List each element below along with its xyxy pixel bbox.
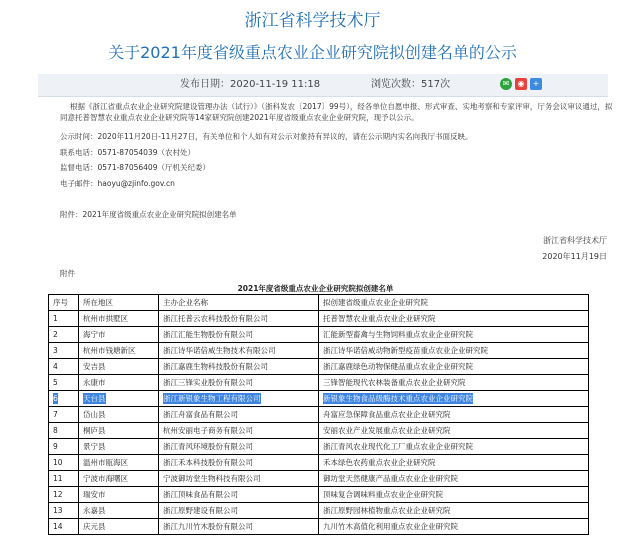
cell-text: 6 (53, 394, 58, 403)
cell-institute (319, 471, 589, 487)
column-header-region: 所在地区 (79, 295, 159, 311)
cell-text: 安丽农业产业发展重点农业企业研究院 (323, 426, 451, 435)
table-row (49, 311, 589, 327)
table-row (49, 503, 589, 519)
cell-region (79, 487, 159, 503)
cell-company (159, 311, 319, 327)
cell-text: 14 (53, 522, 63, 531)
cell-company (159, 487, 319, 503)
signature-org: 浙江省科学技术厅 (543, 236, 607, 245)
cell-text: 2 (53, 330, 58, 339)
cell-text: 13 (53, 506, 63, 515)
cell-text: 顶味复合调味料重点农业企业研究院 (323, 490, 443, 499)
cell-no (49, 503, 79, 519)
cell-text: 新银象生物食品级酶技术重点农业企业研究院 (323, 394, 473, 403)
cell-text: 舟富应急保障食品重点农业企业研究院 (323, 410, 451, 419)
cell-company (159, 471, 319, 487)
cell-institute (319, 391, 589, 407)
cell-institute (319, 439, 589, 455)
cell-text: 岱山县 (83, 410, 106, 419)
cell-no (49, 455, 79, 471)
contact-phone: 联系电话：0571-87054039（农村处） (60, 148, 195, 157)
cell-text: 9 (53, 442, 58, 451)
cell-text: 永嘉县 (83, 506, 106, 515)
cell-text: 托普智慧农业重点农业企业研究院 (323, 314, 436, 323)
enterprise-table (48, 294, 589, 535)
cell-institute (319, 519, 589, 535)
table-row (49, 519, 589, 535)
table-row (49, 471, 589, 487)
column-header-company: 主办企业名称 (159, 295, 319, 311)
table-row (49, 343, 589, 359)
table-row (49, 327, 589, 343)
cell-text: 杭州市钱塘新区 (83, 346, 136, 355)
cell-region (79, 343, 159, 359)
cell-text: 温州市瓯海区 (83, 458, 128, 467)
cell-institute (319, 487, 589, 503)
cell-text: 永康市 (83, 378, 106, 387)
cell-region (79, 327, 159, 343)
cell-institute (319, 423, 589, 439)
cell-institute (319, 359, 589, 375)
cell-text: 桐庐县 (83, 426, 106, 435)
table-header-row (49, 295, 589, 311)
cell-text: 浙江嘉鹿生物科技股份有限公司 (163, 362, 268, 371)
cell-company (159, 519, 319, 535)
cell-text: 宁波御坊堂生物科技有限公司 (163, 474, 261, 483)
wechat-icon[interactable]: ✉ (500, 78, 512, 90)
table-row (49, 455, 589, 471)
cell-text: 3 (53, 346, 58, 355)
cell-region (79, 391, 159, 407)
cell-text: 10 (53, 458, 63, 467)
cell-text: 浙江禾本科技股份有限公司 (163, 458, 253, 467)
cell-text: 浙江原野建设有限公司 (163, 506, 238, 515)
cell-region (79, 455, 159, 471)
view-count: 浏览次数：517次 (371, 79, 451, 90)
cell-region (79, 375, 159, 391)
table-title: 2021年度省级重点农业企业研究院拟创建名单 (237, 284, 394, 293)
cell-institute (319, 343, 589, 359)
cell-text: 浙江汇能生物股份有限公司 (163, 330, 253, 339)
cell-text: 浙江托普云农科技股份有限公司 (163, 314, 268, 323)
cell-company (159, 391, 319, 407)
attachment-link[interactable]: 附件：2021年度省级重点农业企业研究院拟创建名单 (60, 210, 237, 219)
cell-text: 浙江原野园林植物重点农业企业研究院 (323, 506, 451, 515)
cell-no (49, 487, 79, 503)
cell-region (79, 471, 159, 487)
cell-text: 杭州安丽电子商务有限公司 (163, 426, 253, 435)
cell-text: 浙江诗华诺倍威动物新型疫苗重点农业企业研究院 (323, 346, 488, 355)
signature-date: 2020年11月19日 (542, 252, 607, 261)
cell-text: 8 (53, 426, 58, 435)
plus-icon[interactable]: + (530, 78, 542, 90)
cell-text: 浙江三锋实业股份有限公司 (163, 378, 253, 387)
cell-text: 5 (53, 378, 58, 387)
cell-text: 瑞安市 (83, 490, 106, 499)
cell-no (49, 519, 79, 535)
cell-company (159, 327, 319, 343)
cell-text: 三锋智能现代农林装备重点农业企业研究院 (323, 378, 466, 387)
table-row (49, 423, 589, 439)
cell-text: 浙江诗华诺倍威生物技术有限公司 (163, 346, 276, 355)
org-title: 浙江省科学技术厅 (244, 11, 381, 31)
cell-text: 九川竹木高值化利用重点农业企业研究院 (323, 522, 458, 531)
cell-text: 庆元县 (83, 522, 106, 531)
cell-text: 景宁县 (83, 442, 106, 451)
contact-email: 电子邮件：haoyu@zjinfo.gov.cn (60, 179, 175, 188)
body-paragraph-line: 同意托普智慧农业重点农业企业研究院等14家研究院创建2021年度省级重点农业企业研究院，现予以公示。 (60, 113, 419, 122)
table-row (49, 391, 589, 407)
cell-company (159, 375, 319, 391)
cell-no (49, 407, 79, 423)
cell-text: 天台县 (83, 394, 106, 403)
table-row (49, 359, 589, 375)
cell-company (159, 423, 319, 439)
cell-text: 浙江舟富食品有限公司 (163, 410, 238, 419)
cell-institute (319, 311, 589, 327)
cell-text: 浙江九川竹木股份有限公司 (163, 522, 253, 531)
cell-institute (319, 327, 589, 343)
cell-institute (319, 375, 589, 391)
cell-no (49, 391, 79, 407)
cell-region (79, 311, 159, 327)
cell-no (49, 327, 79, 343)
announcement-period: 公示时间：2020年11月20日-11月27日，有关单位和个人如有对公示对象持有异议的，请在公示期内实名向我厅书面反映。 (60, 132, 473, 141)
cell-text: 浙江新银象生物工程有限公司 (163, 394, 261, 403)
cell-region (79, 359, 159, 375)
cell-text: 安吉县 (83, 362, 106, 371)
cell-region (79, 423, 159, 439)
cell-company (159, 359, 319, 375)
cell-no (49, 359, 79, 375)
cell-region (79, 407, 159, 423)
cell-text: 浙江顶味食品有限公司 (163, 490, 238, 499)
cell-company (159, 455, 319, 471)
cell-no (49, 423, 79, 439)
cell-institute (319, 455, 589, 471)
cell-company (159, 503, 319, 519)
cell-text: 杭州市拱墅区 (83, 314, 128, 323)
column-header-institute: 拟创建省级重点农业企业研究院 (319, 295, 589, 311)
cell-text: 浙江青风农业现代化工厂重点农业企业研究院 (323, 442, 473, 451)
cell-text: 汇能新型畜禽与生物饲料重点农业企业研究院 (323, 330, 473, 339)
table-row (49, 375, 589, 391)
table-row (49, 487, 589, 503)
body-paragraph-line: 根据《浙江省重点农业企业研究院建设管理办法（试行）》（浙科发农〔2017〕99号），经各单位自愿申报、形式审查、实地考察和专家评审，厅务会议审议通过，拟 (70, 102, 613, 111)
cell-company (159, 407, 319, 423)
cell-region (79, 439, 159, 455)
cell-text: 浙江嘉鹿绿色动物保健品重点农业企业研究院 (323, 362, 473, 371)
publish-date: 发布日期：2020-11-19 11:18 (180, 79, 321, 90)
cell-institute (319, 407, 589, 423)
cell-no (49, 471, 79, 487)
cell-text: 4 (53, 362, 58, 371)
cell-no (49, 375, 79, 391)
table-row (49, 439, 589, 455)
cell-institute (319, 503, 589, 519)
cell-text: 11 (53, 474, 63, 483)
cell-no (49, 343, 79, 359)
cell-no (49, 439, 79, 455)
cell-text: 禾本绿色农药重点农业企业研究院 (323, 458, 436, 467)
cell-text: 浙江青风环境股份有限公司 (163, 442, 253, 451)
cell-text: 御坊堂天然健康产品重点农业企业研究院 (323, 474, 458, 483)
cell-text: 12 (53, 490, 63, 499)
meta-bar (38, 74, 608, 97)
supervision-phone: 监督电话：0571-87056409（厅机关纪委） (60, 163, 210, 172)
cell-company (159, 439, 319, 455)
cell-region (79, 503, 159, 519)
cell-company (159, 343, 319, 359)
cell-text: 海宁市 (83, 330, 106, 339)
table-row (49, 407, 589, 423)
page-title: 关于2021年度省级重点农业企业研究院拟创建名单的公示 (108, 43, 517, 62)
weibo-icon[interactable]: ◉ (515, 78, 527, 90)
cell-text: 1 (53, 314, 58, 323)
column-header-no: 序号 (49, 295, 79, 311)
cell-no (49, 311, 79, 327)
attachment-heading: 附件 (60, 269, 75, 278)
cell-region (79, 519, 159, 535)
cell-text: 宁波市海曙区 (83, 474, 128, 483)
share-bar (500, 78, 545, 100)
cell-text: 7 (53, 410, 58, 419)
